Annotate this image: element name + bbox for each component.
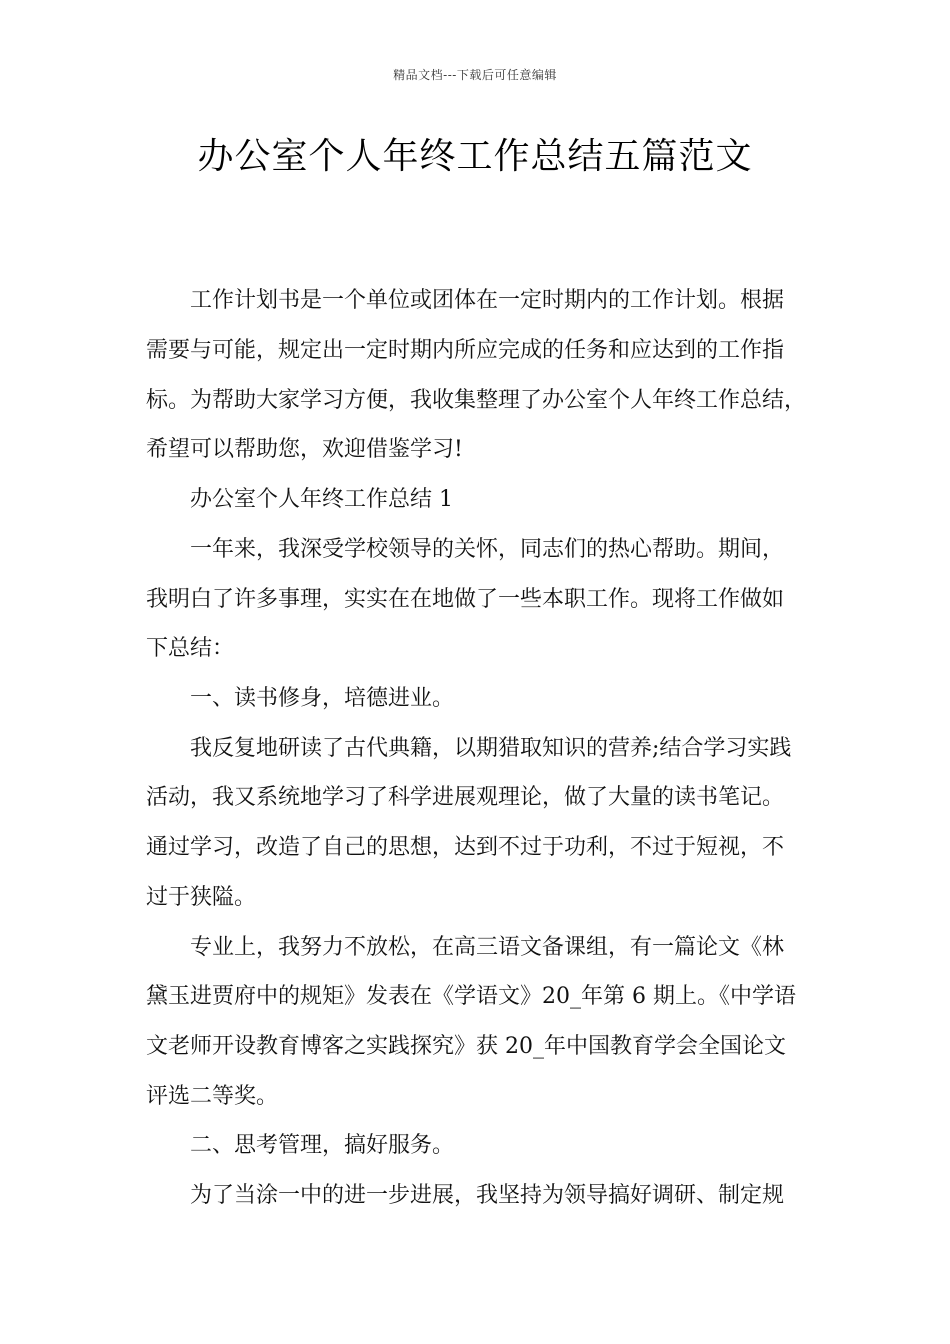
section-heading: 一、读书修身，培德进业。	[190, 686, 455, 711]
paragraph-line: 活动，我又系统地学习了科学进展观理论，做了大量的读书笔记。	[146, 785, 785, 810]
document-title: 办公室个人年终工作总结五篇范文	[197, 136, 753, 177]
section-heading: 二、思考管理，搞好服务。	[190, 1133, 455, 1158]
paragraph-line: 专业上，我努力不放松，在高三语文备课组，有一篇论文《林	[190, 935, 785, 960]
paragraph-line: 文老师开设教育博客之实践探究》获 20_年中国教育学会全国论文	[146, 1034, 786, 1059]
paragraph-line: 黛玉进贾府中的规矩》发表在《学语文》20_年第 6 期上。《中学语	[146, 984, 796, 1009]
paragraph-line: 一年来，我深受学校领导的关怀，同志们的热心帮助。期间，	[190, 537, 785, 562]
section-heading: 办公室个人年终工作总结 1	[190, 487, 453, 512]
paragraph-line: 标。为帮助大家学习方便，我收集整理了办公室个人年终工作总结，	[146, 388, 807, 413]
paragraph-line: 希望可以帮助您，欢迎借鉴学习!	[146, 437, 463, 462]
paragraph-line: 我反复地研读了古代典籍，以期猎取知识的营养;结合学习实践	[190, 736, 792, 761]
header-note: 精品文档---下载后可任意编辑	[393, 68, 557, 82]
paragraph-line: 通过学习，改造了自己的思想，达到不过于功利，不过于短视，不	[146, 835, 785, 860]
paragraph-line: 工作计划书是一个单位或团体在一定时期内的工作计划。根据	[190, 288, 785, 313]
paragraph-line: 我明白了许多事理，实实在在地做了一些本职工作。现将工作做如	[146, 587, 785, 612]
paragraph-line: 下总结：	[146, 636, 235, 661]
paragraph-line: 为了当涂一中的进一步进展，我坚持为领导搞好调研、制定规	[190, 1183, 785, 1208]
paragraph-line: 评选二等奖。	[146, 1084, 279, 1109]
paragraph-line: 需要与可能，规定出一定时期内所应完成的任务和应达到的工作指	[146, 338, 785, 363]
paragraph-line: 过于狭隘。	[146, 885, 257, 910]
